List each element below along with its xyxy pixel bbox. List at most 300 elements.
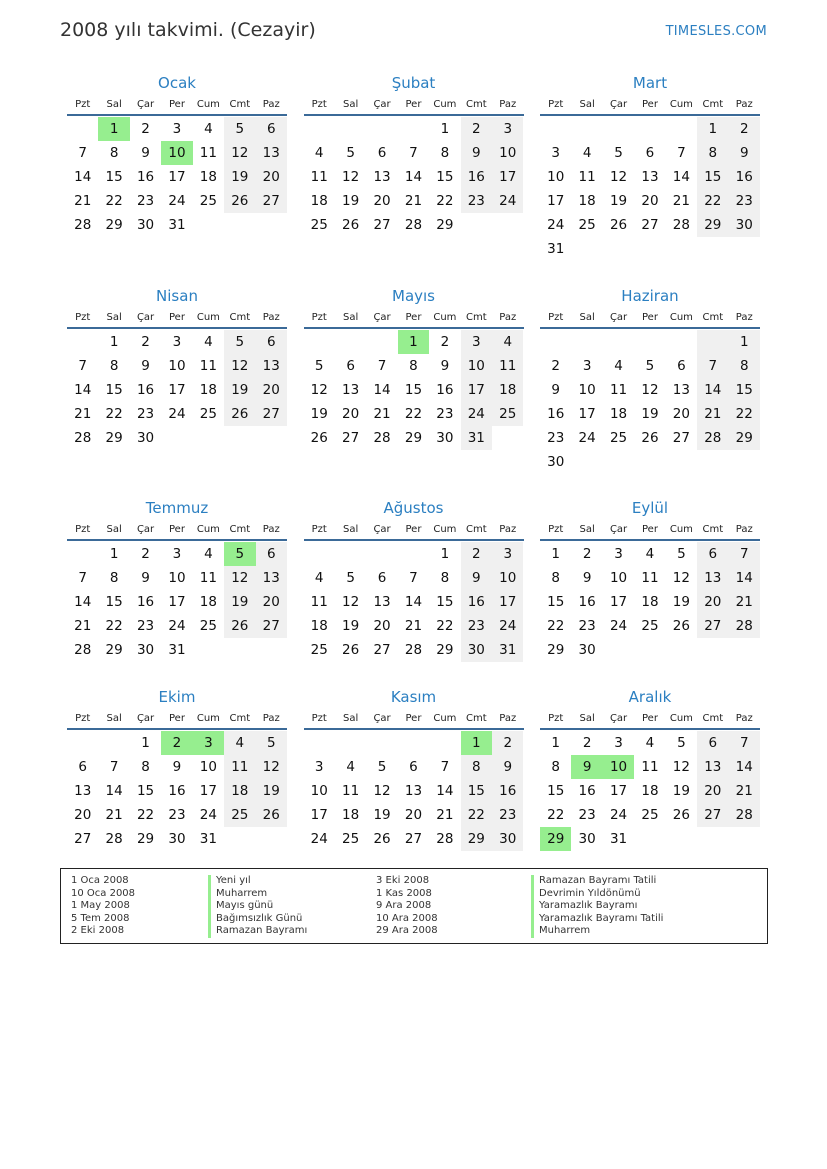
day-cell: 5: [224, 117, 255, 141]
day-cell: 9: [492, 755, 523, 779]
weekday-label: Per: [405, 713, 422, 724]
empty-day-cell: [729, 450, 760, 474]
day-cell: 7: [109, 759, 119, 775]
day-cell: 17: [492, 165, 523, 189]
day-cell: 10: [492, 566, 523, 590]
day-cell: 25: [609, 430, 628, 446]
weekday-label: Cmt: [229, 99, 251, 110]
weekday-label: Cmt: [465, 99, 487, 110]
weekday-label: Cum: [196, 312, 220, 323]
day-cell: 13: [697, 755, 728, 779]
weekday-label: Cmt: [465, 312, 487, 323]
day-cell: 30: [436, 430, 454, 446]
day-cell: 19: [256, 779, 287, 803]
empty-day-cell: [729, 237, 760, 261]
weekday-label: Paz: [735, 99, 753, 110]
day-cell: 13: [74, 783, 92, 799]
weekday-label: Per: [169, 713, 185, 724]
empty-day-cell: [492, 213, 523, 237]
empty-day-cell: [67, 330, 98, 354]
day-cell: 19: [373, 807, 391, 823]
day-cell: 20: [256, 590, 287, 614]
day-cell: 4: [346, 759, 355, 775]
day-cell: 15: [461, 779, 492, 803]
weekday-label: Sal: [106, 99, 122, 110]
weekday-label: Çar: [136, 99, 155, 110]
day-cell: 18: [641, 783, 659, 799]
weekday-label: Per: [405, 312, 422, 323]
empty-day-cell: [224, 638, 255, 662]
weekday-label: Sal: [106, 524, 122, 535]
day-cell: 10: [199, 759, 217, 775]
day-cell: 31: [168, 642, 186, 658]
month-7: [304, 497, 524, 686]
weekday-label: Sal: [579, 312, 595, 323]
day-cell: 2: [141, 334, 150, 350]
empty-day-cell: [224, 426, 255, 450]
empty-day-cell: [256, 638, 287, 662]
month-5: [540, 285, 760, 497]
day-cell: 10: [168, 570, 186, 586]
empty-day-cell: [571, 117, 602, 141]
weekday-label: Paz: [735, 312, 753, 323]
day-cell: 7: [409, 145, 418, 161]
day-cell: 24: [461, 402, 492, 426]
empty-day-cell: [335, 542, 366, 566]
day-grid: [304, 117, 524, 237]
day-cell: 14: [729, 566, 760, 590]
day-cell: 22: [404, 406, 423, 422]
weekday-label: Cum: [669, 99, 693, 110]
brand-logo-text[interactable]: TIMESLES.COM: [665, 24, 767, 39]
day-cell: 1: [440, 546, 450, 562]
day-grid: [67, 330, 287, 450]
day-cell: 28: [373, 430, 391, 446]
month-2: [540, 72, 760, 285]
day-cell: 24: [609, 807, 628, 823]
empty-day-cell: [67, 731, 98, 755]
day-cell: 28: [729, 803, 760, 827]
weekday-label: Cmt: [702, 524, 724, 535]
weekday-label: Pzt: [75, 99, 91, 110]
day-cell: 27: [373, 217, 391, 233]
day-cell: 11: [199, 358, 217, 374]
day-cell: 30: [578, 642, 596, 658]
day-cell: 16: [547, 406, 565, 422]
year-calendar-grid: [67, 72, 760, 871]
empty-day-cell: [67, 117, 98, 141]
day-cell: 29: [436, 642, 454, 658]
day-cell: 2: [492, 731, 523, 755]
weekday-label: Pzt: [311, 312, 327, 323]
weekday-label: Çar: [609, 713, 628, 724]
day-cell: 23: [492, 803, 523, 827]
day-cell: 25: [641, 618, 659, 634]
day-cell: 14: [373, 382, 391, 398]
empty-day-cell: [366, 330, 397, 354]
weekday-label: Cmt: [229, 713, 251, 724]
month-name: Şubat: [391, 74, 436, 92]
weekday-label: Paz: [499, 713, 517, 724]
empty-day-cell: [634, 237, 665, 261]
day-cell: 27: [697, 803, 728, 827]
day-cell: 2: [461, 542, 492, 566]
day-cell: 5: [677, 735, 686, 751]
day-cell: 18: [199, 594, 217, 610]
day-cell: 3: [582, 358, 592, 374]
day-cell: 24: [492, 614, 523, 638]
legend-holiday-name: Muharrem: [208, 888, 376, 901]
month-1: [304, 72, 524, 285]
day-cell: 24: [578, 430, 596, 446]
day-cell: 18: [641, 594, 659, 610]
empty-day-cell: [398, 731, 429, 755]
day-cell: 15: [436, 594, 454, 610]
empty-day-cell: [729, 638, 760, 662]
empty-day-cell: [634, 117, 665, 141]
month-name: Mart: [632, 74, 668, 92]
month-name: Nisan: [156, 287, 198, 305]
day-cell: 22: [436, 193, 454, 209]
day-cell: 26: [224, 614, 255, 638]
day-cell: 23: [136, 193, 155, 209]
day-cell: 4: [614, 358, 623, 374]
day-cell: 25: [310, 217, 328, 233]
day-cell: 6: [409, 759, 418, 775]
day-cell: 13: [404, 783, 423, 799]
day-cell: 1: [461, 731, 492, 755]
day-cell: 30: [168, 831, 186, 847]
day-cell: 27: [256, 402, 287, 426]
day-cell: 29: [461, 827, 492, 851]
day-cell: 1: [398, 330, 429, 354]
day-cell: 2: [141, 546, 150, 562]
weekday-label: Sal: [343, 312, 359, 323]
day-grid: [67, 731, 287, 851]
day-cell: 1: [551, 735, 560, 751]
day-grid: [540, 330, 760, 474]
day-cell: 8: [440, 145, 450, 161]
month-name: Eylül: [631, 499, 669, 517]
day-cell: 10: [609, 570, 628, 586]
weekday-label: Sal: [579, 99, 595, 110]
day-cell: 8: [551, 570, 560, 586]
weekday-label: Sal: [579, 524, 595, 535]
day-cell: 10: [461, 354, 492, 378]
empty-day-cell: [603, 117, 634, 141]
day-cell: 9: [141, 570, 150, 586]
day-cell: 3: [614, 735, 623, 751]
weekday-label: Sal: [343, 524, 359, 535]
day-cell: 12: [224, 141, 255, 165]
day-grid: [304, 330, 524, 450]
weekday-label: Paz: [262, 524, 280, 535]
weekday-label: Çar: [373, 312, 391, 323]
day-cell: 29: [105, 642, 123, 658]
day-cell: 6: [256, 330, 287, 354]
day-cell: 24: [168, 618, 186, 634]
day-cell: 6: [697, 542, 728, 566]
day-cell: 15: [404, 382, 423, 398]
day-cell: 29: [105, 217, 123, 233]
day-cell: 10: [492, 141, 523, 165]
day-cell: 17: [609, 594, 628, 610]
day-cell: 4: [645, 546, 655, 562]
day-cell: 10: [547, 169, 565, 185]
day-cell: 9: [440, 358, 450, 374]
day-cell: 7: [78, 358, 87, 374]
weekday-label: Cum: [669, 713, 693, 724]
legend-holiday-name: Yaramazlık Bayramı Tatili: [531, 913, 761, 926]
day-cell: 13: [672, 382, 690, 398]
day-cell: 3: [492, 117, 523, 141]
day-cell: 4: [492, 330, 523, 354]
day-cell: 8: [440, 570, 450, 586]
day-cell: 29: [436, 217, 454, 233]
weekday-label: Çar: [609, 312, 628, 323]
month-name: Haziran: [621, 287, 679, 305]
day-cell: 2: [440, 334, 450, 350]
day-cell: 24: [609, 618, 628, 634]
day-cell: 22: [436, 618, 454, 634]
day-cell: 20: [373, 618, 391, 634]
month-8: [540, 497, 760, 686]
day-cell: 30: [492, 827, 523, 851]
weekday-label: Per: [169, 312, 185, 323]
weekday-label: Çar: [373, 524, 391, 535]
day-cell: 12: [224, 566, 255, 590]
legend-holiday-name: Muharrem: [531, 925, 761, 938]
day-cell: 7: [729, 731, 760, 755]
day-cell: 21: [404, 618, 423, 634]
weekday-label: Paz: [262, 99, 280, 110]
day-cell: 11: [342, 783, 360, 799]
month-10: [304, 686, 524, 871]
day-cell: 16: [436, 382, 454, 398]
day-cell: 19: [310, 406, 328, 422]
day-cell: 18: [199, 382, 217, 398]
day-grid: [304, 731, 524, 851]
day-cell: 18: [310, 193, 328, 209]
day-cell: 15: [547, 783, 565, 799]
month-name: Temmuz: [145, 499, 209, 517]
day-cell: 6: [256, 542, 287, 566]
day-cell: 23: [729, 189, 760, 213]
day-cell: 21: [729, 779, 760, 803]
day-cell: 29: [540, 827, 571, 851]
day-cell: 19: [609, 193, 628, 209]
empty-day-cell: [634, 330, 665, 354]
day-cell: 4: [582, 145, 592, 161]
day-cell: 27: [404, 831, 423, 847]
day-cell: 10: [310, 783, 328, 799]
day-cell: 6: [377, 570, 387, 586]
month-name: Aralık: [628, 688, 672, 706]
page-title: 2008 yılı takvimi. (Cezayir): [60, 19, 316, 41]
day-cell: 23: [461, 189, 492, 213]
empty-day-cell: [666, 638, 697, 662]
day-cell: 29: [136, 831, 155, 847]
day-cell: 20: [697, 590, 728, 614]
weekday-header: [67, 307, 287, 329]
day-cell: 13: [373, 169, 391, 185]
day-cell: 29: [729, 426, 760, 450]
weekday-header: [540, 307, 760, 329]
day-cell: 21: [672, 193, 690, 209]
weekday-header: [304, 307, 524, 329]
day-cell: 10: [161, 141, 192, 165]
day-cell: 26: [310, 430, 328, 446]
day-cell: 13: [697, 566, 728, 590]
empty-day-cell: [398, 542, 429, 566]
day-cell: 30: [136, 217, 155, 233]
day-cell: 8: [141, 759, 150, 775]
day-cell: 5: [677, 546, 686, 562]
weekday-label: Sal: [343, 713, 359, 724]
day-cell: 1: [697, 117, 728, 141]
legend-holiday-name: Ramazan Bayramı Tatili: [531, 875, 761, 888]
day-cell: 24: [168, 193, 186, 209]
day-cell: 16: [136, 594, 155, 610]
day-cell: 25: [199, 618, 217, 634]
day-cell: 4: [224, 731, 255, 755]
empty-day-cell: [492, 426, 523, 450]
empty-day-cell: [697, 330, 728, 354]
day-cell: 20: [404, 807, 423, 823]
day-cell: 4: [204, 334, 213, 350]
weekday-label: Cum: [196, 99, 220, 110]
weekday-label: Pzt: [548, 99, 564, 110]
day-cell: 29: [697, 213, 728, 237]
weekday-label: Cum: [669, 524, 693, 535]
month-3: [67, 285, 287, 497]
day-cell: 11: [310, 594, 328, 610]
day-cell: 7: [78, 145, 87, 161]
day-cell: 27: [256, 189, 287, 213]
month-11: [540, 686, 760, 871]
day-cell: 28: [74, 430, 92, 446]
day-cell: 22: [136, 807, 155, 823]
day-cell: 30: [136, 642, 155, 658]
month-4: [304, 285, 524, 497]
day-cell: 8: [461, 755, 492, 779]
day-cell: 27: [641, 217, 659, 233]
day-cell: 25: [199, 406, 217, 422]
empty-day-cell: [304, 731, 335, 755]
day-cell: 25: [492, 402, 523, 426]
day-cell: 19: [672, 594, 690, 610]
weekday-label: Sal: [343, 99, 359, 110]
day-cell: 5: [314, 358, 324, 374]
day-cell: 30: [136, 430, 155, 446]
day-cell: 17: [199, 783, 217, 799]
day-cell: 15: [697, 165, 728, 189]
empty-day-cell: [67, 542, 98, 566]
day-cell: 22: [105, 193, 123, 209]
empty-day-cell: [304, 542, 335, 566]
legend-date: 29 Ara 2008: [376, 925, 438, 936]
day-cell: 7: [440, 759, 450, 775]
month-0: [67, 72, 287, 285]
weekday-label: Per: [169, 524, 185, 535]
weekday-label: Cmt: [229, 312, 251, 323]
day-cell: 31: [461, 426, 492, 450]
day-cell: 15: [436, 169, 454, 185]
day-cell: 2: [729, 117, 760, 141]
day-cell: 26: [641, 430, 659, 446]
day-cell: 18: [342, 807, 360, 823]
weekday-label: Paz: [499, 99, 517, 110]
day-cell: 21: [373, 406, 391, 422]
day-cell: 15: [105, 169, 123, 185]
day-cell: 23: [168, 807, 186, 823]
day-cell: 20: [373, 193, 391, 209]
day-cell: 11: [224, 755, 255, 779]
day-cell: 19: [224, 378, 255, 402]
day-cell: 2: [582, 735, 592, 751]
day-cell: 16: [578, 783, 596, 799]
empty-day-cell: [366, 117, 397, 141]
day-cell: 23: [547, 430, 565, 446]
day-cell: 9: [461, 141, 492, 165]
day-cell: 30: [547, 454, 565, 470]
empty-day-cell: [697, 237, 728, 261]
legend-date: 2 Eki 2008: [71, 925, 125, 936]
day-cell: 12: [609, 169, 628, 185]
empty-day-cell: [366, 731, 397, 755]
day-cell: 31: [199, 831, 217, 847]
legend-date: 10 Oca 2008: [71, 887, 136, 899]
day-cell: 12: [224, 354, 255, 378]
day-cell: 6: [256, 117, 287, 141]
day-cell: 14: [672, 169, 690, 185]
weekday-label: Per: [405, 99, 422, 110]
empty-day-cell: [256, 426, 287, 450]
day-cell: 19: [224, 165, 255, 189]
day-cell: 1: [98, 117, 129, 141]
weekday-label: Pzt: [548, 713, 564, 724]
weekday-header: [67, 708, 287, 730]
day-cell: 11: [310, 169, 328, 185]
weekday-label: Çar: [609, 99, 628, 110]
day-cell: 31: [547, 241, 565, 257]
day-cell: 6: [377, 145, 387, 161]
day-cell: 20: [256, 165, 287, 189]
weekday-label: Cum: [433, 312, 457, 323]
empty-day-cell: [603, 330, 634, 354]
day-cell: 14: [74, 169, 92, 185]
empty-day-cell: [571, 330, 602, 354]
weekday-label: Çar: [609, 524, 628, 535]
day-cell: 7: [729, 542, 760, 566]
day-cell: 27: [697, 614, 728, 638]
day-cell: 26: [672, 618, 690, 634]
day-cell: 10: [578, 382, 596, 398]
day-cell: 8: [409, 358, 418, 374]
legend-holiday-name: Bağımsızlık Günü: [208, 913, 376, 926]
day-cell: 26: [224, 189, 255, 213]
empty-day-cell: [304, 330, 335, 354]
day-grid: [304, 542, 524, 662]
day-cell: 26: [609, 217, 628, 233]
day-cell: 12: [672, 759, 690, 775]
legend-date: 1 Oca 2008: [71, 875, 129, 886]
day-cell: 28: [436, 831, 454, 847]
day-cell: 26: [672, 807, 690, 823]
day-cell: 3: [551, 145, 560, 161]
weekday-label: Cum: [433, 99, 457, 110]
day-cell: 23: [136, 406, 155, 422]
